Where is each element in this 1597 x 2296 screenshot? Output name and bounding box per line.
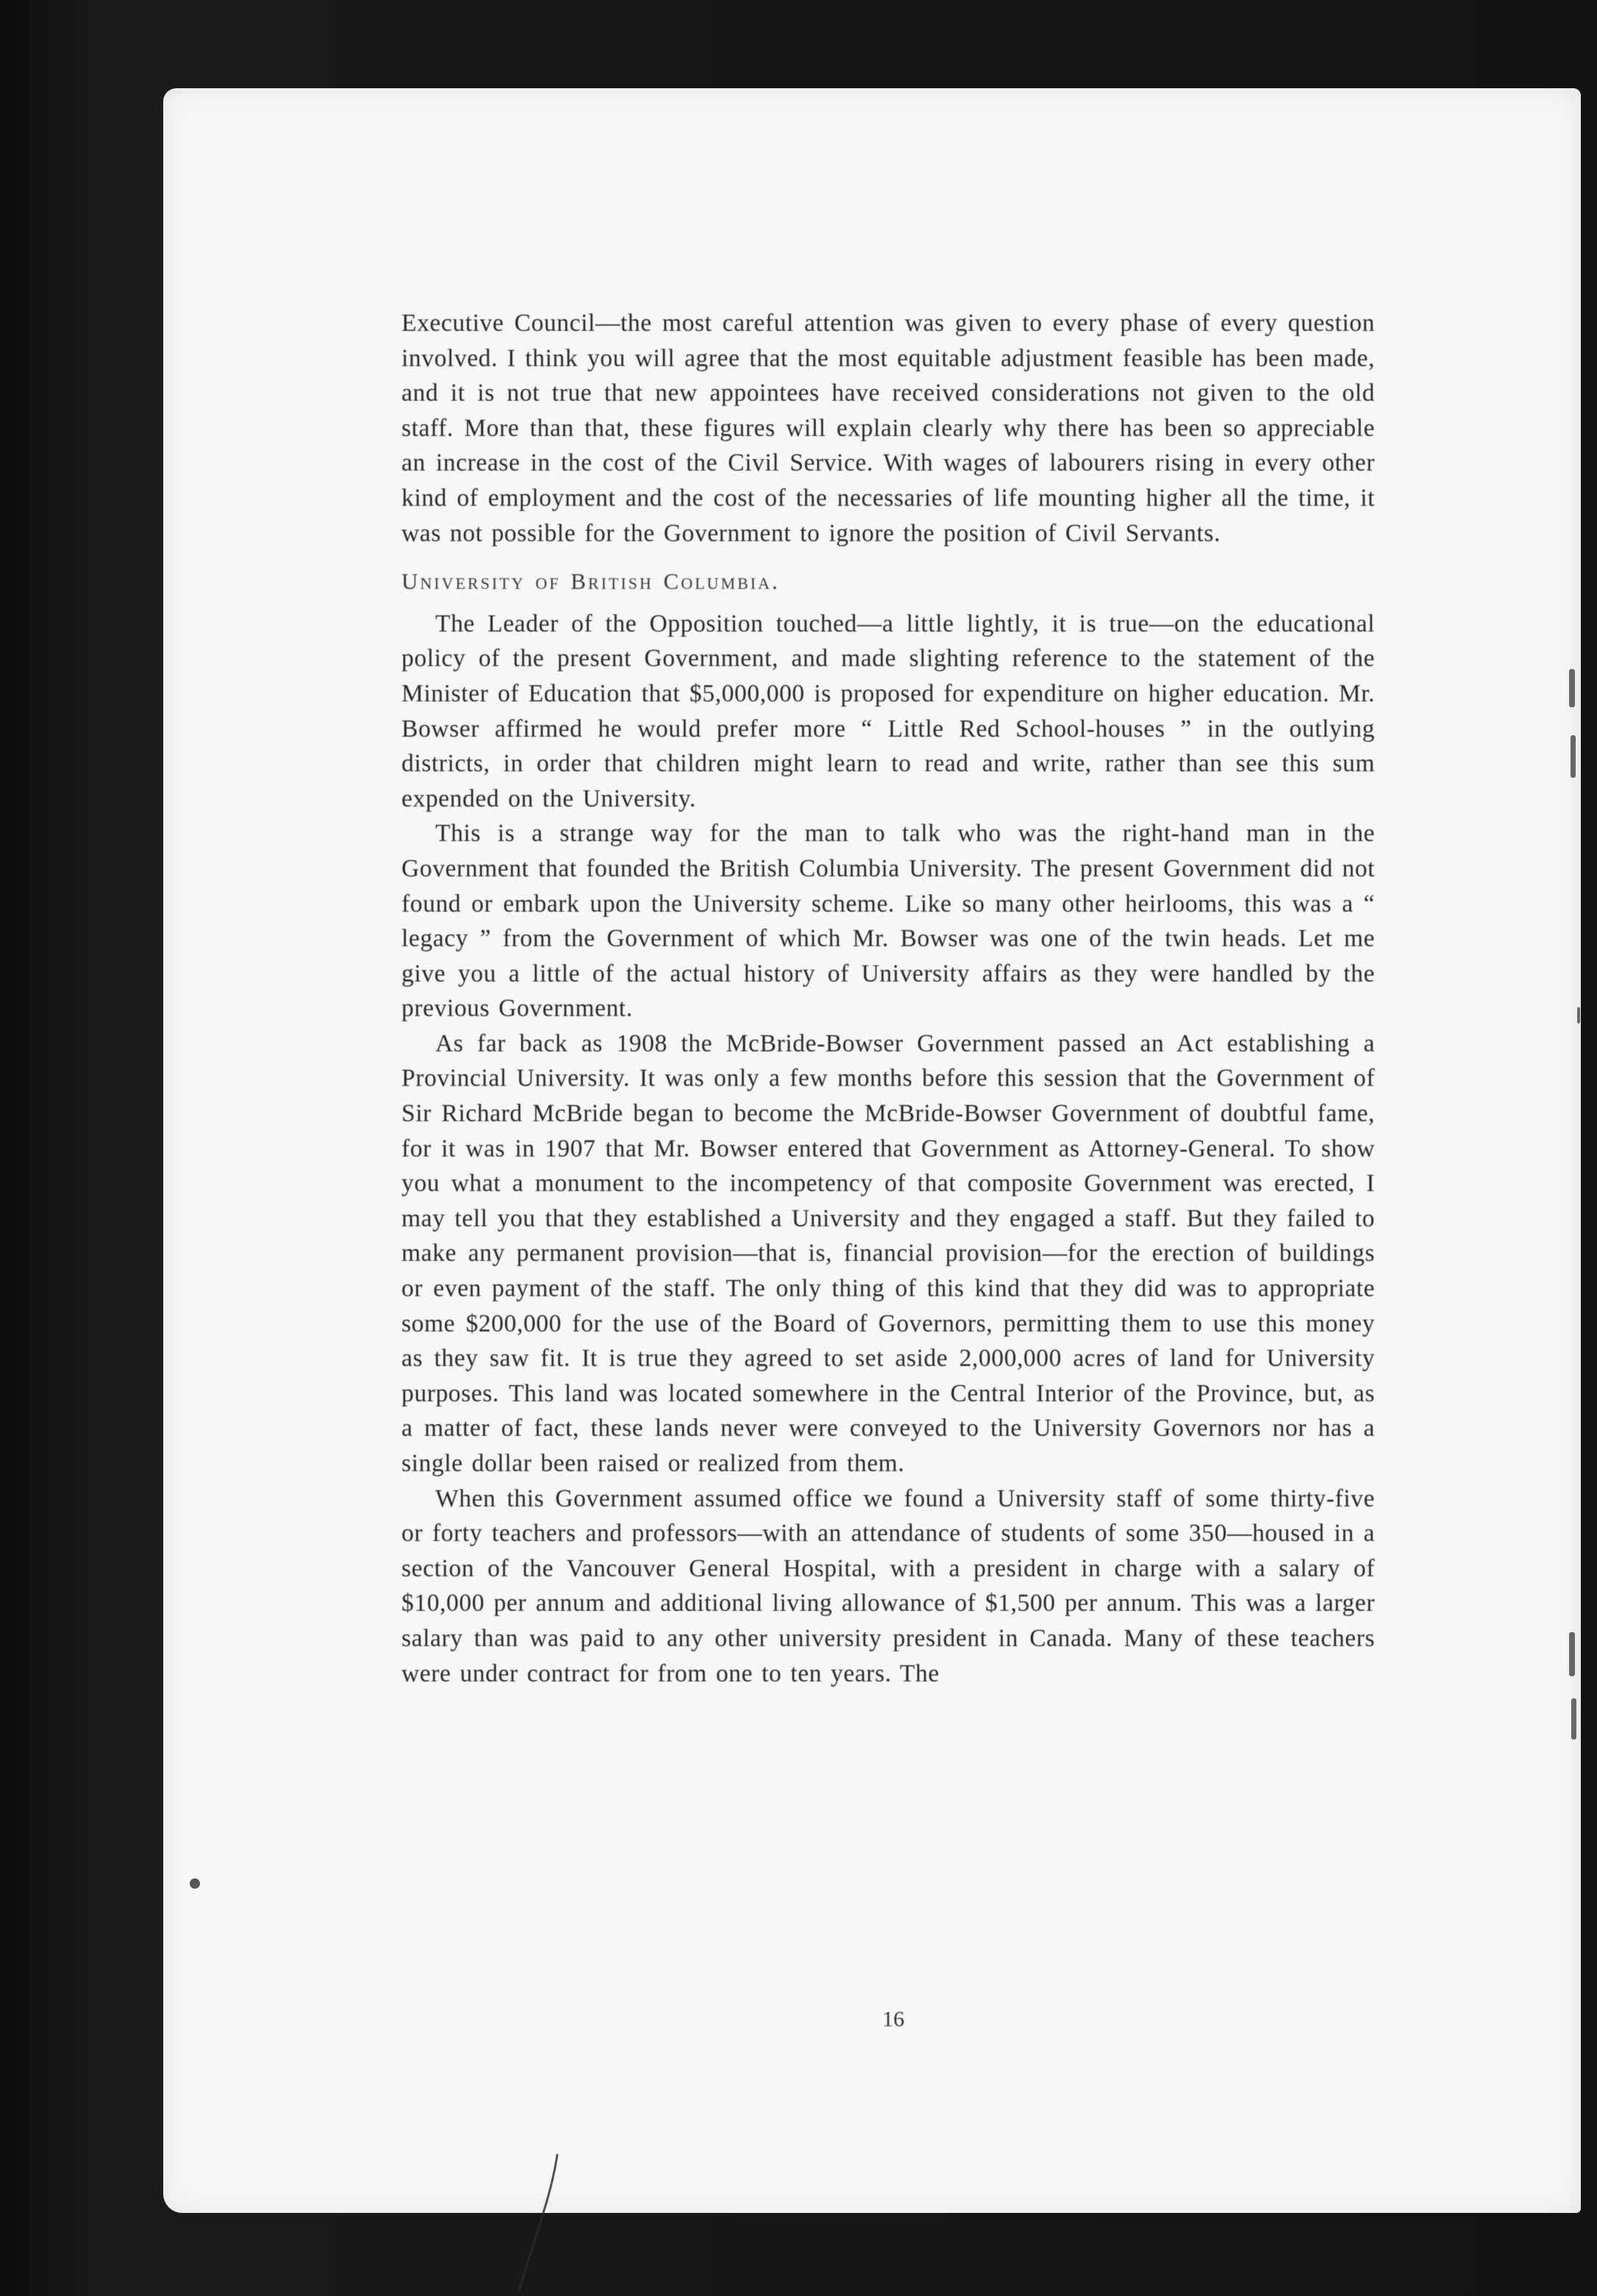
binding-mark (1569, 669, 1575, 707)
ink-dot (190, 1878, 200, 1889)
scan-scratch (515, 2150, 574, 2296)
binding-mark (1571, 1698, 1576, 1739)
binding-mark (1571, 735, 1576, 778)
page-number: 16 (882, 2007, 904, 2031)
section-heading: University of British Columbia. (401, 568, 780, 595)
binding-mark (1577, 1007, 1580, 1023)
paragraph-civil-service: Executive Council—the most careful attention was given to every phase of every question involved. I think you will agree that the most equitable adjustment feasible has been made, and it is not true that new appointees have received considerations not given to the old staff. More than that, these figures will explain clearly why there has been so appreciable an increase in the cost of the Civil Service. With wages of labourers rising in every other kind of employment and the cost of the necessaries of life mounting higher all the time, it was not possible for the Government to ignore the position of Civil Servants. (401, 310, 1375, 547)
paragraph-university-staff: When this Government assumed office we found a University staff of some thirty-five or forty teachers and professors—with an attendance of students of some 350—housed in a section of the Vancouver General Hospital, with a president in charge with a salary of $10,000 per annum and additional living allowance of $1,500 per annum. This was a larger salary than was paid to any other university president in Canada. Many of these teachers were under contract for from one to ten years. The (401, 1484, 1375, 1687)
paragraph-opposition-education: The Leader of the Opposition touched—a little lightly, it is true—on the educational policy of the present Government, and made slighting reference to the statement of the Minister of Education that $5,000,000 is proposed for expenditure on higher education. Mr. Bowser affirmed he would prefer more “ Little Red School-houses ” in the outlying districts, in order that children might learn to read and write, rather than see this sum expended on the University. (401, 609, 1375, 812)
paragraph-university-history: As far back as 1908 the McBride-Bowser Government passed an Act establishing a Provincial University. It was only a few months before this session that the Government of Sir Richard McBride began to become the McBride-Bowser Government of doubtful fame, for it was in 1907 that Mr. Bowser entered that Government as Attorney-General. To show you what a monument to the incompetency of that composite Government was erected, I may tell you that they established a University and they engaged a staff. But they failed to make any permanent provision—that is, financial provision—for the erection of buildings or even payment of the staff. The only thing of this kind that they did was to appropriate some $200,000 for the use of the Board of Governors, permitting them to use this money as they saw fit. It is true they agreed to set aside 2,000,000 acres of land for University purposes. This land was located somewhere in the Central Interior of the Province, but, as a matter of fact, these lands never were conveyed to the University Governors nor has a single dollar been raised or realized from them. (401, 1029, 1375, 1477)
body-text (401, 306, 1375, 1691)
binding-mark (1569, 1632, 1575, 1676)
paragraph-university-legacy: This is a strange way for the man to talk who was the right-hand man in the Government that founded the British Columbia University. The present Government did not found or embark upon the University scheme. Like so many other heirlooms, this was a “ legacy ” from the Government of which Mr. Bowser was one of the twin heads. Let me give you a little of the actual history of University affairs as they were handled by the previous Government. (401, 820, 1375, 1023)
